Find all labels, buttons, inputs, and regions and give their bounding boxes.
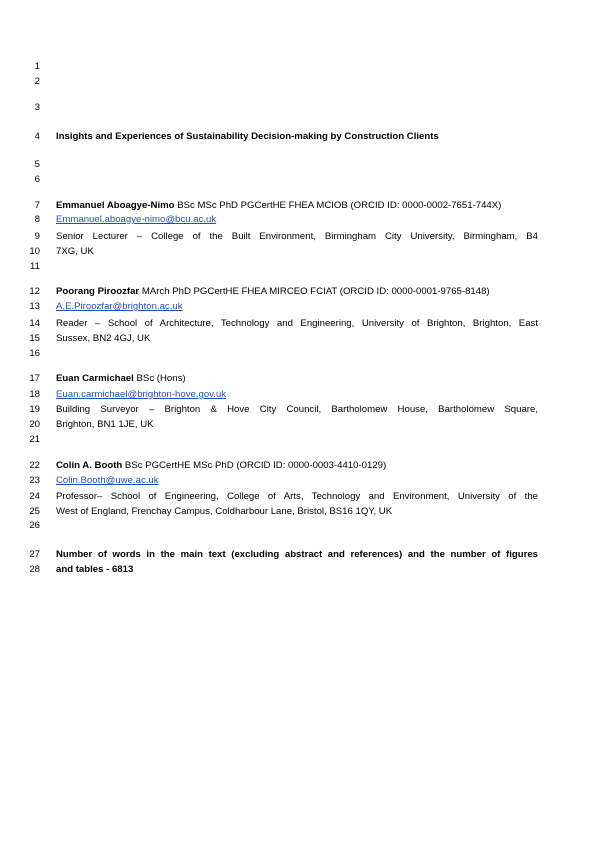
manuscript-line xyxy=(0,317,595,330)
author-email-row xyxy=(56,213,538,226)
line-number: 6 xyxy=(34,174,40,185)
line-number: 25 xyxy=(29,506,40,517)
author-email-row xyxy=(56,474,538,487)
author-credentials: BSc MSc PhD PGCertHE FHEA MCIOB (ORCID ID: 0000-0002-7651-744X) xyxy=(174,200,502,211)
author-name: Emmanuel Aboagye-Nimo xyxy=(56,200,175,211)
manuscript-line xyxy=(0,347,595,360)
line-number: 7 xyxy=(34,200,40,211)
line-number: 2 xyxy=(34,76,40,87)
author-credentials: BSc (Hons) xyxy=(133,373,186,384)
paper-title: Insights and Experiences of Sustainability Decision-making by Construction Clients xyxy=(56,131,439,142)
author-email-row xyxy=(56,300,538,313)
author-name: Euan Carmichael xyxy=(56,373,134,384)
author-email-row xyxy=(56,388,538,401)
author-name: Colin A. Booth xyxy=(56,460,123,471)
author-affiliation: West of England, Frenchay Campus, Coldharbour Lane, Bristol, BS16 1QY, UK xyxy=(56,506,393,517)
line-number: 24 xyxy=(29,491,40,502)
manuscript-line xyxy=(0,403,595,416)
author-credentials: MArch PhD PGCertHE FHEA MIRCEO FCIAT (ORCID ID: 0000-0001-9765-8148) xyxy=(139,286,490,297)
manuscript-line xyxy=(0,505,595,518)
manuscript-line xyxy=(0,213,595,226)
author-heading xyxy=(56,372,538,385)
line-number: 28 xyxy=(29,564,40,575)
author-heading xyxy=(56,199,538,212)
manuscript-line xyxy=(0,459,595,472)
manuscript-line xyxy=(0,388,595,401)
word-count-statement: and tables - 6813 xyxy=(56,564,134,575)
author-affiliation: Senior Lecturer – College of the Built Environment, Birmingham City University, Birmingham, B4 xyxy=(56,231,538,242)
line-number: 5 xyxy=(34,159,40,170)
manuscript-line xyxy=(0,519,595,532)
author-email-link[interactable]: Emmanuel.aboagye-nimo@bcu.ac.uk xyxy=(56,214,217,225)
manuscript-line xyxy=(0,474,595,487)
manuscript-line xyxy=(0,158,595,171)
line-number: 27 xyxy=(29,549,40,560)
line-number: 8 xyxy=(34,214,40,225)
line-number: 21 xyxy=(29,434,40,445)
manuscript-line xyxy=(0,285,595,298)
line-number: 14 xyxy=(29,318,40,329)
manuscript-line xyxy=(0,332,595,345)
author-affiliation: Professor– School of Engineering, College of Arts, Technology and Environment, University of the xyxy=(56,491,538,502)
author-affiliation: 7XG, UK xyxy=(56,246,94,257)
manuscript-line xyxy=(0,130,595,143)
line-number: 11 xyxy=(30,261,40,272)
author-name: Poorang Piroozfar xyxy=(56,286,140,297)
line-number: 3 xyxy=(34,102,40,113)
manuscript-line xyxy=(0,230,595,243)
line-number: 17 xyxy=(29,373,40,384)
line-number: 26 xyxy=(29,520,40,531)
line-number: 4 xyxy=(34,131,40,142)
manuscript-line xyxy=(0,563,595,576)
manuscript-line xyxy=(0,60,595,73)
author-heading xyxy=(56,459,538,472)
author-heading xyxy=(56,285,538,298)
author-affiliation: Building Surveyor – Brighton & Hove City Council, Bartholomew House, Bartholomew Square, xyxy=(56,404,538,415)
line-number: 9 xyxy=(34,231,40,242)
manuscript-line xyxy=(0,300,595,313)
line-number: 10 xyxy=(29,246,40,257)
manuscript-line xyxy=(0,75,595,88)
line-number: 15 xyxy=(29,333,40,344)
author-email-link[interactable]: Colin.Booth@uwe.ac.uk xyxy=(56,475,159,486)
manuscript-line xyxy=(0,490,595,503)
line-number: 12 xyxy=(29,286,40,297)
word-count-statement: Number of words in the main text (excluding abstract and references) and the number of figures xyxy=(56,549,538,560)
manuscript-line xyxy=(0,260,595,273)
author-email-link[interactable]: A.E.Piroozfar@brighton.ac.uk xyxy=(56,301,183,312)
manuscript-line xyxy=(0,245,595,258)
manuscript-line xyxy=(0,418,595,431)
line-number: 16 xyxy=(29,348,40,359)
line-number: 23 xyxy=(29,475,40,486)
author-affiliation: Brighton, BN1 1JE, UK xyxy=(56,419,154,430)
manuscript-line xyxy=(0,433,595,446)
manuscript-line xyxy=(0,548,595,561)
line-number: 22 xyxy=(29,460,40,471)
manuscript-line xyxy=(0,372,595,385)
author-email-link[interactable]: Euan.carmichael@brighton-hove.gov.uk xyxy=(56,389,227,400)
line-number: 1 xyxy=(34,61,40,72)
manuscript-line xyxy=(0,199,595,212)
line-number: 19 xyxy=(29,404,40,415)
line-number: 13 xyxy=(29,301,40,312)
author-affiliation: Sussex, BN2 4GJ, UK xyxy=(56,333,151,344)
author-credentials: BSc PGCertHE MSc PhD (ORCID ID: 0000-0003-4410-0129) xyxy=(122,460,387,471)
manuscript-line xyxy=(0,101,595,114)
line-number: 20 xyxy=(29,419,40,430)
manuscript-line xyxy=(0,173,595,186)
author-affiliation: Reader – School of Architecture, Technology and Engineering, University of Brighton, Brighton, East xyxy=(56,318,538,329)
line-number: 18 xyxy=(29,389,40,400)
